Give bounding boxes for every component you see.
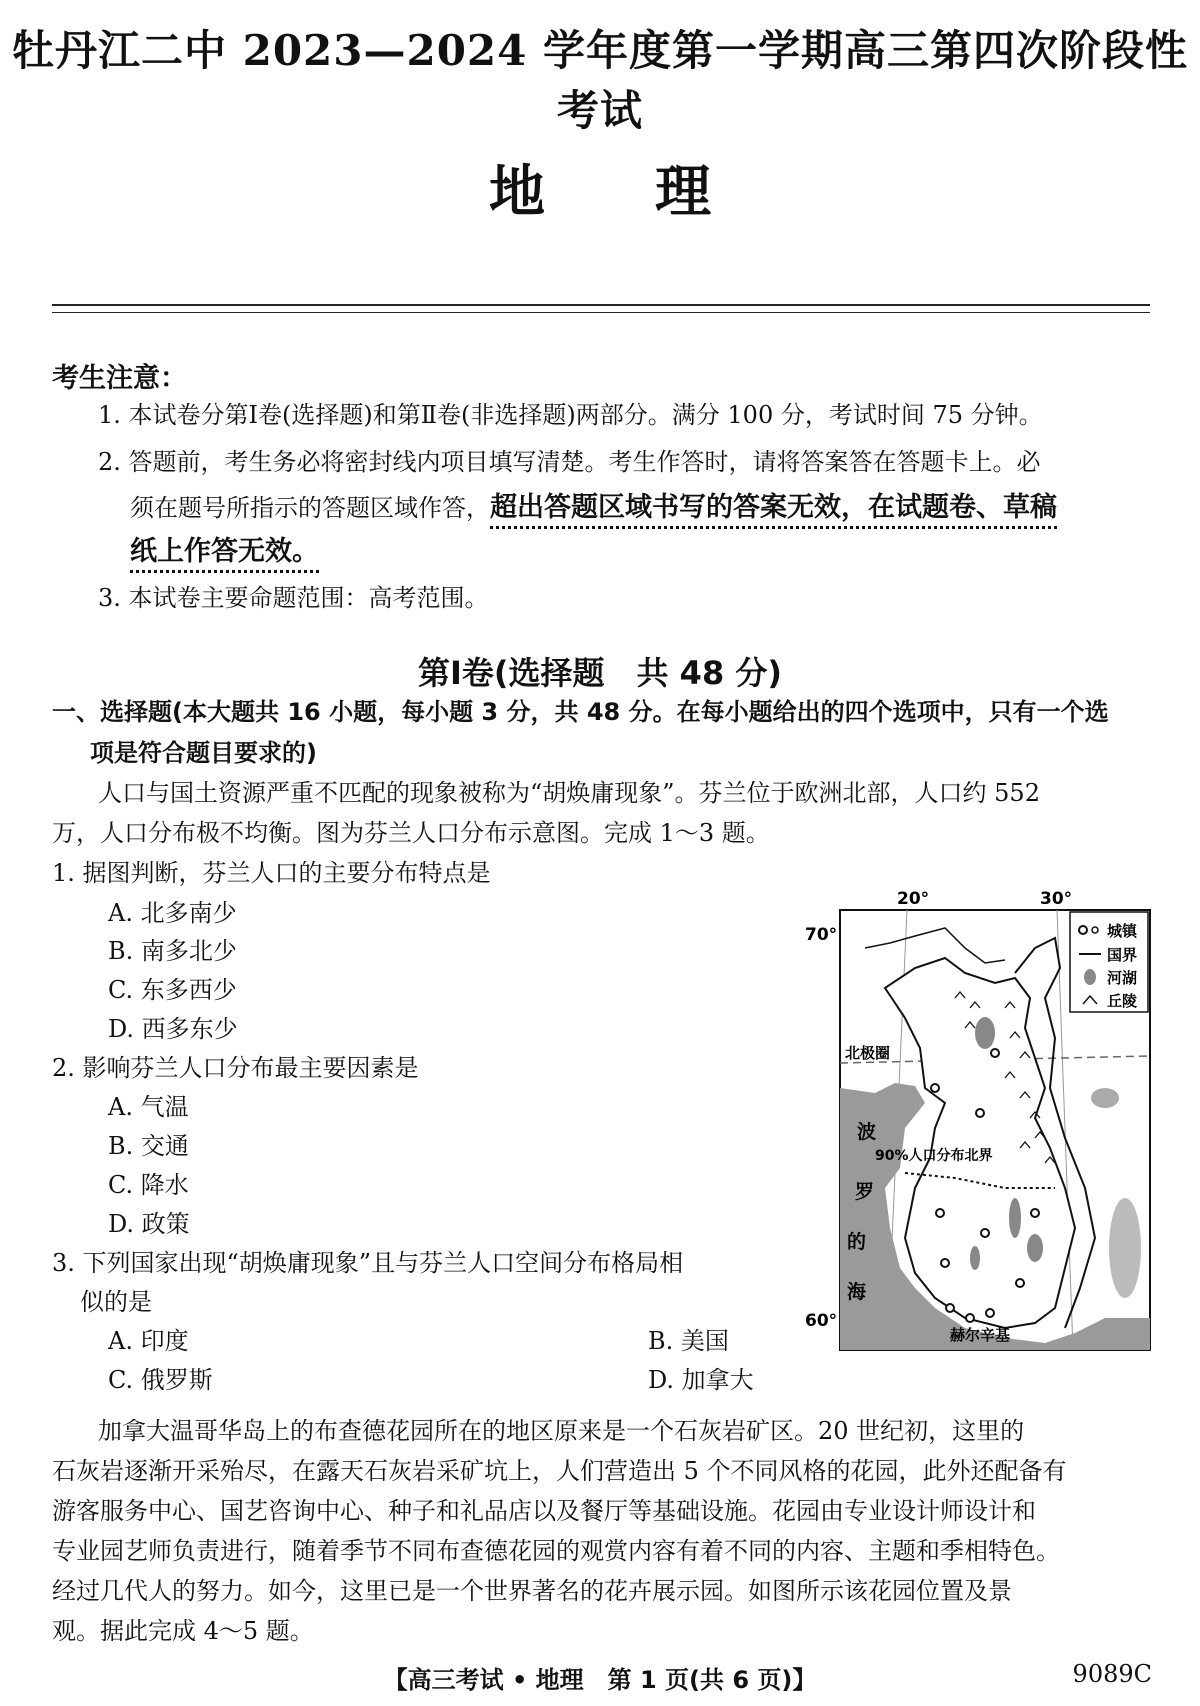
section-instruction-cont: 项是符合题目要求的) [90,739,317,767]
legend-hill: 丘陵 [1107,992,1138,1010]
divider [52,304,1150,306]
q1-option-d[interactable]: D. 西多东少 [108,1015,238,1043]
legend-town: 城镇 [1107,922,1138,940]
notice-item-2-cont [130,493,1057,523]
q1-option-a[interactable]: A. 北多南少 [108,899,237,927]
section-instruction: 一、选择题(本大题共 16 小题，每小题 3 分，共 48 分。在每小题给出的四个选项中，只有一个选 [52,698,1109,726]
arctic-circle-label: 北极圈 [845,1044,891,1062]
passage-1-line-2: 万，人口分布极不均衡。图为芬兰人口分布示意图。完成 1～3 题。 [52,819,770,847]
town-marker [941,1259,949,1267]
helsinki-label: 赫尔辛基 [950,1326,1011,1344]
passage-1-line-1: 人口与国土资源严重不匹配的现象被称为“胡焕庸现象”。芬兰位于欧洲北部，人口约 552 [98,779,1040,807]
q2-option-c[interactable]: C. 降水 [108,1171,189,1199]
sea-char-1: 波 [857,1121,877,1143]
section-title: 第Ⅰ卷(选择题 共 48 分) [418,654,782,692]
lake [1009,1198,1021,1238]
town-marker [986,1309,994,1317]
finland-population-map [805,888,1155,1358]
notice-heading: 考生注意： [52,363,187,394]
lon-30-label: 30° [1040,889,1073,909]
lake [970,1246,980,1270]
town-marker [981,1229,989,1237]
notice-item-2: 2. 答题前，考生务必将密封线内项目填写清楚。考生作答时，请将答案答在答题卡上。必 [98,448,1041,476]
question-2-stem: 2. 影响芬兰人口分布最主要因素是 [52,1054,419,1082]
legend-lake: 河湖 [1107,969,1138,987]
notice-item-2-emphasis: 超出答题区域书写的答案无效，在试题卷、草稿 [490,492,1057,523]
exam-title: 牡丹江二中 2023—2024 学年度第一学期高三第四次阶段性考试 [11,26,1189,135]
question-1-stem: 1. 据图判断，芬兰人口的主要分布特点是 [52,859,491,887]
town-marker [976,1109,984,1117]
passage-2-line-3: 游客服务中心、国艺咨询中心、种子和礼品店以及餐厅等基础设施。花园由专业设计师设计和 [52,1497,1036,1525]
passage-2-line-1: 加拿大温哥华岛上的布查德花园所在的地区原来是一个石灰岩矿区。20 世纪初，这里的 [98,1417,1025,1445]
q3-option-b[interactable]: B. 美国 [648,1327,729,1355]
lon-20-label: 20° [897,889,930,909]
lake [1027,1234,1043,1262]
town-marker [966,1314,974,1322]
q1-option-b[interactable]: B. 南多北少 [108,937,237,965]
q3-option-a[interactable]: A. 印度 [108,1327,189,1355]
sea-char-2: 罗 [855,1181,875,1203]
lake [975,1017,995,1049]
subject-title: 地理 [489,159,821,225]
town-marker [946,1304,954,1312]
q1-option-c[interactable]: C. 东多西少 [108,976,237,1004]
q2-option-a[interactable]: A. 气温 [108,1093,189,1121]
passage-2-line-2: 石灰岩逐渐开采殆尽，在露天石灰岩采矿坑上，人们营造出 5 个不同风格的花园，此外还配备有 [52,1457,1067,1485]
lat-70-label: 70° [805,925,838,945]
town-marker [931,1084,939,1092]
passage-2-line-4: 专业园艺师负责进行，随着季节不同布查德花园的观赏内容有着不同的内容、主题和季相特色。 [52,1537,1060,1565]
passage-2-line-5: 经过几代人的努力。如今，这里已是一个世界著名的花卉展示园。如图所示该花园位置及景 [52,1577,1012,1605]
q3-option-c[interactable]: C. 俄罗斯 [108,1366,213,1394]
sea-char-3: 的 [847,1231,867,1253]
town-marker [1016,1279,1024,1287]
legend-border: 国界 [1107,946,1138,964]
lake [1091,1088,1119,1108]
notice-item-2-text: 须在题号所指示的答题区域作答， [130,494,490,522]
notice-item-2-cont2 [130,537,319,567]
divider [52,312,1150,313]
lake [1109,1198,1141,1298]
town-marker [1031,1209,1039,1217]
notice-item-2-emphasis-2: 纸上作答无效。 [130,536,319,567]
town-marker [991,1049,999,1057]
passage-2-line-6: 观。据此完成 4～5 题。 [52,1617,314,1645]
paper-code: 9089C [1072,1660,1152,1688]
map-svg [805,888,1155,1358]
population-90-label: 90%人口分布北界 [875,1148,993,1164]
question-3-stem-cont: 似的是 [80,1288,152,1316]
q2-option-b[interactable]: B. 交通 [108,1132,189,1160]
q3-option-d[interactable]: D. 加拿大 [648,1366,754,1394]
town-marker [936,1209,944,1217]
notice-item-1: 1. 本试卷分第Ⅰ卷(选择题)和第Ⅱ卷(非选择题)两部分。满分 100 分，考试时间 75 分钟。 [98,401,1043,429]
q2-option-d[interactable]: D. 政策 [108,1210,190,1238]
page-footer: 【高三考试 • 地理 第 1 页(共 6 页)】 [383,1666,817,1694]
question-3-stem: 3. 下列国家出现“胡焕庸现象”且与芬兰人口空间分布格局相 [52,1249,684,1277]
notice-item-3: 3. 本试卷主要命题范围：高考范围。 [98,584,489,612]
sea-char-4: 海 [847,1281,867,1303]
lat-60-label: 60° [805,1311,838,1331]
